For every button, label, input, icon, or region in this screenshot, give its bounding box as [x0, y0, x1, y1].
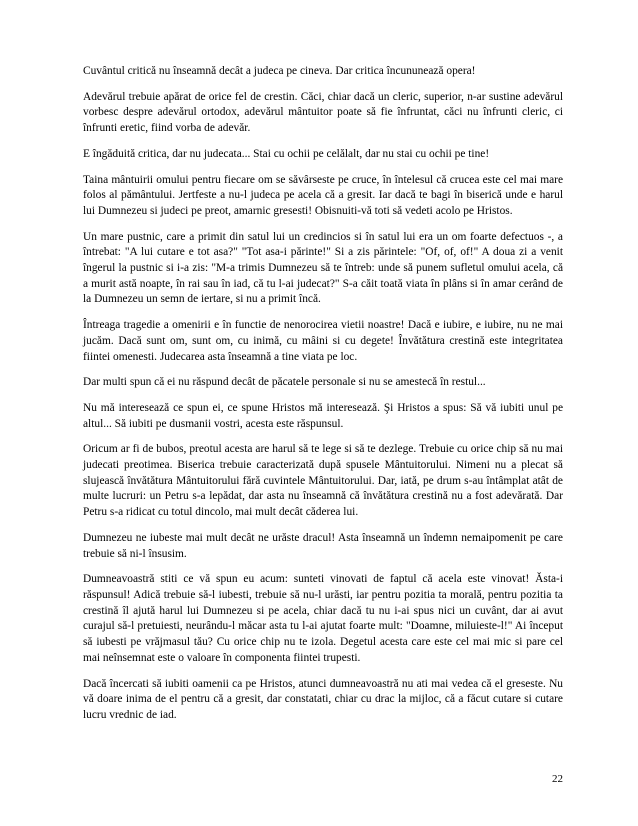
paragraph-10: Dumnezeu ne iubeste mai mult decât ne urăste dracul! Asta înseamnă un îndemn nemaipomenit pe care trebuie să ni-l însusim.	[83, 531, 563, 560]
paragraph-2: Adevărul trebuie apărat de orice fel de crestin. Căci, chiar dacă un cleric, superior, n-ar sustine adevărul vorbesc despre adevărul ortodox, adevărul mântuitor poate să fie înfruntat, căci nu înfrunti cleric, ci înfrunti eretic, fiind vorba de adevăr.	[83, 90, 563, 135]
page-number: 22	[552, 773, 563, 785]
paragraph-3: E îngăduită critica, dar nu judecata... Stai cu ochii pe celălalt, dar nu stai cu ochii pe tine!	[83, 147, 490, 160]
paragraph-7: Dar multi spun că ei nu răspund decât de păcatele personale si nu se amestecă în restul...	[83, 376, 486, 389]
paragraph-6: Întreaga tragedie a omenirii e în functie de nenorocirea vietii noastre! Dacă e iubire, e iubire, nu ne mai jucăm. Dacă sunt om, sunt om, cu inimă, cu mâini si cu degete! Învătătura crestină este integritatea fiintei omenesti. Judecarea asta înseamnă a tine viata pe loc.	[83, 319, 563, 363]
paragraph-9: Oricum ar fi de bubos, preotul acesta are harul să te lege si să te dezlege. Trebuie cu orice chip să nu mai judecati preotimea. Biserica trebuie caracterizată după spusele Mântuitorului. Nimeni nu a plecat să slujească învătătura Mântuitorului fără cuvintele Mântuitorului. Dar, iată, pe drum s-au întâmplat atât de multe lucruri: un Petru s-a lepădat, dar asta nu înseamnă că învătătura crestină nu a fost adevărată. Dar Petru s-a ridicat cu totul dincolo, mai mult decât căderea lui.	[83, 443, 563, 519]
paragraph-4: Taina mântuirii omului pentru fiecare om se săvârseste pe cruce, în întelesul că crucea este cel mai mare folos al pământului. Jertfeste a nu-l judeca pe acela că a gresit. Iar dacă te bagi în biserică unde e harul lui Dumnezeu si judeci pe preot, amarnic gresesti! Obisnuiti-vă toti să vedeti acolo pe Hristos.	[83, 173, 563, 217]
paragraph-5: Un mare pustnic, care a primit din satul lui un credincios si în satul lui era un om foarte defectuos -, a întrebat: "A lui cutare e tot asa?" "Tot asa-i părinte!" Si a zis părintele: "Of, of, of!" A doua zi a venit îngerul la pustnic si i-a zis: "M-a trimis Dumnezeu să te întreb: unde să punem sufletul omului acela, că a murit astă noapte, în rai sau în iad, că tu l-ai judecat?" S-a căit toată viata în plâns si în amar cerând de la Dumnezeu un semn de iertare, si nu a primit încă.	[83, 230, 563, 306]
paragraph-12: Dacă încercati să iubiti oamenii ca pe Hristos, atunci dumneavoastră nu ati mai vedea că el greseste. Nu vă doare inima de el pentru că a gresit, dar constatati, chiar cu drac la mijloc, că a făcut cutare si cutare lucru vrednic de iad.	[83, 677, 563, 721]
paragraph-8: Nu mă interesează ce spun ei, ce spune Hristos mă interesează. Şi Hristos a spus: Să vă iubiti unul pe altul... Să iubiti pe dusmanii vostri, acesta este răspunsul.	[83, 401, 563, 430]
paragraph-11: Dumneavoastră stiti ce vă spun eu acum: sunteti vinovati de faptul că acela este vinovat! Ăsta-i răspunsul! Adică trebuie să-l iubesti, trebuie să nu-l urăsti, iar pentru pozitia ta morală, pentru pozitia ta crestină îl ajută harul lui Dumnezeu si pe acela, chiar dacă tu nu i-ai spus nici un cuvânt, dar ai avut curajul să-l pretuiesti, neurându-l măcar asta tu l-ai ajutat foarte mult: "Doamne, miluieste-l!" Ai început să iubesti pe vrăjmasul tău? Cu orice chip nu te izola. Degetul acesta care este cel mai mic si pare cel mai neînsemnat este o valoare în componenta fiintei trupesti.	[83, 573, 563, 664]
document-body	[83, 64, 563, 734]
paragraph-1: Cuvântul critică nu înseamnă decât a judeca pe cineva. Dar critica încununează opera!	[83, 65, 476, 77]
